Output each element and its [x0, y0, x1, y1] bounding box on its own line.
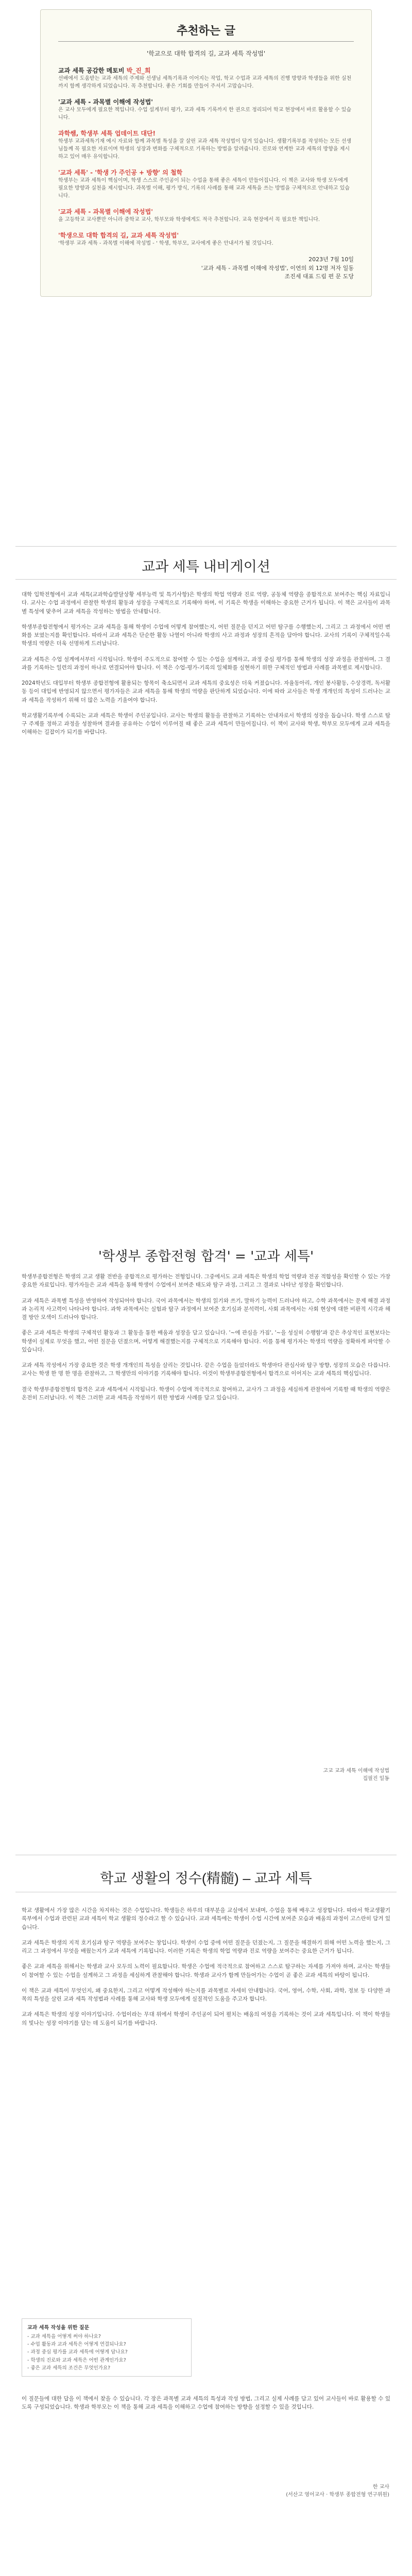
recommend-signature — [58, 256, 354, 281]
question-item: - 수업 활동과 교과 세특은 어떻게 연결되나요? — [27, 2342, 126, 2348]
section-title: 교과 세특 내비게이션 — [142, 559, 270, 574]
signature-name: 집필진 일동 — [363, 1776, 389, 1782]
section-signature — [286, 2483, 389, 2499]
recommend-item-head: '교과 세특 - 과목별 이해에 작성법' — [58, 208, 153, 216]
recommend-subtitle: '학교으로 대학 합격의 길, 교과 세특 작성법' — [146, 50, 266, 57]
recommend-item-text: 을 고등학교 교사뿐만 아니라 중학교 교사, 학부모와 학생에게도 적극 추천합니다. 교육 현장에서 꼭 필요한 책입니다. — [58, 217, 320, 223]
paragraph: 학교 생활에서 가장 많은 시간을 차지하는 것은 수업입니다. 학생들은 하루의 대부분을 교실에서 보내며, 수업을 통해 배우고 성장합니다. 따라서 학교생활기록부에서 수업과 관련된 교과 세특이 학교 생활의 정수라고 할 수 있습니다. 교과 세특에는 학생이 수업 시간에 보여준 모습과 배움의 과정이 고스란히 담겨 있습니다. — [22, 1907, 390, 1930]
recommend-item-text: '학생부 교과 세특 - 과목별 이해에 작성법 - ' 학생, 학부모, 교사에게 좋은 안내서가 될 것입니다. — [58, 241, 273, 247]
question-box — [22, 2318, 192, 2377]
paragraph: 교과 세특은 학생의 지적 호기심과 탐구 역량을 보여주는 창입니다. 학생이 수업 중에 어떤 질문을 던졌는지, 그 질문을 해결하기 위해 어떤 노력을 했는지, 그리고 그 과정에서 무엇을 배웠는지가 교과 세특에 기록됩니다. 이러한 기록은 학생의 학업 역량과 진로 역량을 보여주는 중요한 근거가 됩니다. — [22, 1939, 390, 1955]
paragraph: 학교생활기록부에 수록되는 교과 세특은 학생이 주인공입니다. 교사는 학생의 활동을 관찰하고 기록하는 안내자로서 학생의 성장을 돕습니다. 학생 스스로 탐구 주제를 정하고 과정을 성찰하며 결과를 공유하는 수업이 이루어질 때 좋은 교과 세특이 만들어집니다. 이 책이 교사와 학생, 학부모 모두에게 교과 세특을 이해하는 길잡이가 되기를 바랍니다. — [22, 712, 390, 736]
recommend-item-head: '학생으로 대학 합격의 길, 교과 세특 작성법' — [58, 232, 179, 240]
paragraph: 교과 세특은 과목별 특성을 반영하여 작성되어야 합니다. 국어 과목에서는 학생의 읽기와 쓰기, 말하기 능력이 드러나야 하고, 수학 과목에서는 문제 해결 과정과 논리적 사고력이 나타나야 합니다. 과학 과목에서는 실험과 탐구 과정에서 보여준 호기심과 분석력이, 사회 과목에서는 사회 현상에 대한 비판적 시각과 해결 방안 모색이 드러나야 합니다. — [22, 1297, 390, 1321]
recommend-item-text: 학생부 교과세특기재 예시 자료와 함께 과목별 특성을 잘 살린 교과 세특 작성법이 담겨 있습니다. 생활기록부를 작성하는 모든 선생님들께 꼭 필요한 자료이며 학생의 성장과 변화를 구체적으로 기록하는 방법을 알려줍니다. 진로와 연계한 교과 세특의 방향을 제시하고 있어 매우 유익합니다. — [58, 139, 352, 160]
recommend-item-text: 선배에서 도움받는 교과 세특의 주제와 선생님 세특기록과 이어지는 작업, 학교 수업과 교과 세특의 진행 방향과 학생들을 위한 실천까지 함께 생각하게 되었습니다. 꼭 추천합니다. 좋은 기회를 만들어 주셔서 고맙습니다. — [58, 76, 352, 90]
paragraph: 결국 학생부종합전형의 합격은 교과 세특에서 시작됩니다. 학생이 수업에 적극적으로 참여하고, 교사가 그 과정을 세심하게 관찰하여 기록할 때 학생의 역량은 온전히 드러납니다. 이 책은 그러한 교과 세특을 작성하기 위한 방법과 사례를 담고 있습니다. — [22, 1386, 390, 1401]
paragraph: 학생부종합전형은 학생의 고교 생활 전반을 종합적으로 평가하는 전형입니다. 그중에서도 교과 세특은 학생의 학업 역량과 전공 적합성을 확인할 수 있는 가장 중요한 자료입니다. 평가자들은 교과 세특을 통해 학생이 수업에서 보여준 태도와 탐구 과정, 그리고 그 결과로 나타난 성장을 확인합니다. — [22, 1274, 390, 1289]
divider — [15, 546, 397, 547]
recommend-title: 추천하는 글 — [177, 25, 235, 38]
section-title: '학생부 종합전형 합격' = '교과 세특' — [98, 1249, 314, 1264]
recommend-item — [58, 66, 354, 90]
paragraph: 2024학년도 대입부터 학생부 종합전형에 활용되는 항목이 축소되면서 교과 세특의 중요성은 더욱 커졌습니다. 자율동아리, 개인 봉사활동, 수상경력, 독서활동 등이 대입에 반영되지 않으면서 평가자들은 교과 세특을 통해 학생의 역량을 판단하게 되었습니다. 이에 따라 교사들은 학생 개개인의 특성이 드러나는 교과 세특을 작성하기 위해 더 많은 노력을 기울여야 합니다. — [22, 680, 390, 703]
paragraph: 좋은 교과 세특은 학생의 구체적인 활동과 그 활동을 통한 배움과 성장을 담고 있습니다. '~에 관심을 가짐', '~을 성실히 수행함'과 같은 추상적인 표현보다는 학생이 실제로 무엇을 했고, 어떤 질문을 던졌으며, 어떻게 해결했는지를 구체적으로 기록해야 합니다. 이를 통해 평가자는 학생의 역량을 정확하게 파악할 수 있습니다. — [22, 1330, 390, 1353]
recommend-item-text: 은 교사 모두에게 필요한 책입니다. 수업 설계부터 평가, 교과 세특 기록까지 한 권으로 정리되어 학교 현장에서 바로 활용할 수 있습니다. — [58, 107, 352, 121]
recommend-item — [58, 168, 354, 200]
section-body — [22, 2395, 390, 2419]
recommend-item — [58, 207, 354, 224]
section-body — [22, 1273, 390, 1409]
paragraph: 이 질문들에 대한 답을 이 책에서 찾을 수 있습니다. 각 장은 과목별 교과 세특의 특성과 작성 방법, 그리고 실제 사례를 담고 있어 교사들이 바로 활용할 수 있도록 구성되었습니다. 학생과 학부모는 이 책을 통해 교과 세특을 이해하고 수업에 참여하는 방향을 설정할 수 있을 것입니다. — [22, 2396, 390, 2411]
signature-name: (서산고 영어교사 · 학생부 종합전형 연구위원) — [286, 2492, 389, 2498]
paragraph: 좋은 교과 세특을 위해서는 학생과 교사 모두의 노력이 필요합니다. 학생은 수업에 적극적으로 참여하고 스스로 탐구하는 자세를 가져야 하며, 교사는 학생들이 참여할 수 있는 수업을 설계하고 그 과정을 세심하게 관찰해야 합니다. 학생과 교사가 함께 만들어가는 수업이 곧 좋은 교과 세특의 바탕이 됩니다. — [22, 1963, 390, 1978]
paragraph: 교과 세특은 수업 설계에서부터 시작됩니다. 학생이 주도적으로 참여할 수 있는 수업을 설계하고, 과정 중심 평가를 통해 학생의 성장 과정을 관찰하며, 그 결과를 기록하는 일련의 과정이 하나로 연결되어야 합니다. 이 책은 수업-평가-기록의 일체화를 실현하기 위한 구체적인 방법과 사례를 과목별로 제시합니다. — [22, 656, 390, 671]
question-item: - 교과 세특을 어떻게 써야 하나요? — [27, 2334, 101, 2340]
recommend-box — [40, 9, 372, 297]
paragraph: 이 책은 교과 세특이 무엇인지, 왜 중요한지, 그리고 어떻게 작성해야 하는지를 과목별로 자세히 안내합니다. 국어, 영어, 수학, 사회, 과학, 정보 등 다양한 과목의 특성을 살린 교과 세특 작성법과 사례를 통해 교사와 학생 모두에게 실질적인 도움을 주고자 합니다. — [22, 1987, 390, 2003]
section-title: 학교 생활의 정수(精髓) – 교과 세특 — [100, 1871, 312, 1886]
section-body — [22, 1906, 390, 2035]
question-item: - 학생의 진로와 교과 세특은 어떤 관계인가요? — [27, 2357, 126, 2363]
paragraph: 교과 세특은 학생의 성장 이야기입니다. 수업이라는 무대 위에서 학생이 주인공이 되어 펼치는 배움의 여정을 기록하는 것이 교과 세특입니다. 이 책이 학생들의 빛나는 성장 이야기를 담는 데 도움이 되기를 바랍니다. — [22, 2011, 390, 2026]
signature-line: 한 교사 — [372, 2484, 389, 2490]
paragraph: 교과 세특 작성에서 가장 중요한 것은 학생 개개인의 특성을 살리는 것입니다. 같은 수업을 들었더라도 학생마다 관심사와 탐구 방향, 성장의 모습은 다릅니다. 교사는 학생 한 명 한 명을 관찰하고, 그 학생만의 이야기를 기록해야 합니다. 이것이 학생부종합전형에서 합격으로 이어지는 교과 세특의 핵심입니다. — [22, 1362, 390, 1377]
signature-line: '교과 세특 - 과목별 이해에 작성법', 이연의 외 12명 저자 일동 — [201, 264, 354, 272]
recommend-item — [58, 129, 354, 161]
question-box-title: 교과 세특 작성을 위한 질문 — [27, 2325, 90, 2331]
divider — [15, 579, 397, 580]
section-body — [22, 590, 390, 744]
recommend-item-head: '교과 세특 - 과목별 이해에 작성법' — [58, 98, 153, 106]
paragraph: 학생부종합전형에서 평가자는 교과 세특을 통해 학생이 수업에 어떻게 참여했는지, 어떤 질문을 던지고 어떤 탐구를 수행했는지, 그리고 그 과정에서 어떤 변화를 보였는지를 확인합니다. 따라서 교과 세특은 단순한 활동 나열이 아니라 학생의 사고 과정과 성장의 흔적을 담아야 합니다. 교사의 기록이 구체적일수록 학생의 역량은 더욱 선명하게 드러납니다. — [22, 623, 390, 647]
recommend-item — [58, 97, 354, 122]
recommend-item — [58, 231, 354, 247]
paragraph: 대학 입학전형에서 교과 세특(교과학습발달상황 세부능력 및 특기사항)은 학생의 학업 역량과 진로 역량, 공동체 역량을 종합적으로 보여주는 핵심 자료입니다. 교사는 수업 과정에서 관찰한 학생의 활동과 성장을 구체적으로 기록해야 하며, 이 기록은 학생을 이해하는 중요한 근거가 됩니다. 이 책은 교사들이 과목별 특성에 맞추어 교과 세특을 작성하는 방법을 안내합니다. — [22, 591, 390, 615]
divider — [58, 41, 354, 42]
recommend-item-head: 교과 세특 공감한 메토비 박_진_희 — [58, 67, 151, 75]
section-signature — [323, 1767, 389, 1783]
recommend-item-head: '교과 세특' - '학생 가 주인공 + 방향' 의 철학 — [58, 169, 183, 177]
signature-date: 2023년 7월 10일 — [308, 256, 354, 263]
question-item: - 과정 중심 평가를 교과 세특에 어떻게 담나요? — [27, 2349, 128, 2355]
signature-name: 조진세 대표 드림 편 문 도당 — [284, 273, 354, 280]
question-item: - 좋은 교과 세특의 조건은 무엇인가요? — [27, 2365, 111, 2371]
recommend-item-head: 과학쌤, 학생부 세특 업데이트 대단! — [58, 130, 156, 138]
recommend-item-text: 학생부는 교과 세특이 핵심이며, 학생 스스로 주인공이 되는 수업을 통해 좋은 세특이 만들어집니다. 이 책은 교사와 학생 모두에게 필요한 방향과 실천을 제시합니다. 과목별 이해, 평가 방식, 기록의 사례를 통해 교과 세특을 쓰는 방법을 구체적으로 안내하고 있습니다. — [58, 178, 350, 199]
signature-line: 고교 교과 세특 이해에 작성법 — [323, 1768, 389, 1774]
